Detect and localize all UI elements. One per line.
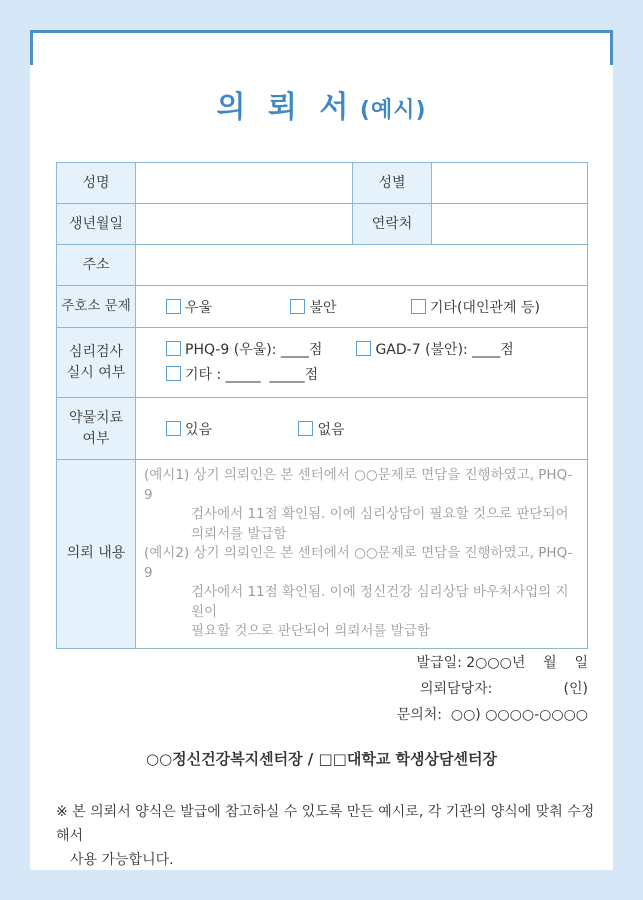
contact-label: 연락처 (353, 204, 432, 245)
test-option-phq9[interactable]: PHQ-9 (우울): ____점 (166, 338, 352, 363)
complaint-options (136, 286, 588, 328)
test-options (136, 328, 588, 398)
complaint-option-other[interactable]: 기타(대인관계 등) (411, 297, 540, 317)
birth-field[interactable] (136, 204, 353, 245)
birth-label: 생년월일 (57, 204, 136, 245)
signature-block (397, 650, 588, 728)
name-label: 성명 (57, 163, 136, 204)
checkbox-icon[interactable] (290, 299, 305, 314)
referral-manager: 의뢰담당자: (인) (420, 681, 588, 697)
address-field[interactable] (136, 245, 588, 286)
medication-label: 약물치료 여부 (57, 398, 136, 460)
contact-field[interactable] (432, 204, 588, 245)
checkbox-icon[interactable] (166, 421, 181, 436)
issue-date: 발급일: 2○○○년 월 일 (416, 655, 588, 671)
checkbox-icon[interactable] (166, 299, 181, 314)
name-field[interactable] (136, 163, 353, 204)
referral-content-label: 의뢰 내용 (57, 460, 136, 649)
checkbox-icon[interactable] (411, 299, 426, 314)
document-title (0, 82, 643, 126)
complaint-option-anxiety[interactable]: 불안 (290, 297, 406, 317)
page-top-bracket (30, 30, 613, 65)
referral-form-table (56, 162, 588, 649)
test-option-other[interactable]: 기타 : _____ _____점 (166, 363, 318, 388)
example-1: (예시1) 상기 의뢰인은 본 센터에서 ○○문제로 면담을 진행하였고, PHQ-9 검사에서 11점 확인됨. 이에 심리상담이 필요할 것으로 판단되어 의뢰서를 발급함 (144, 467, 573, 542)
gender-field[interactable] (432, 163, 588, 204)
address-label: 주소 (57, 245, 136, 286)
title-main: 의 뢰 서 (216, 90, 355, 125)
title-sub: (예시) (359, 98, 427, 123)
complaint-label: 주호소 문제 (57, 286, 136, 328)
gender-label: 성별 (353, 163, 432, 204)
complaint-option-depression[interactable]: 우울 (166, 297, 286, 317)
checkbox-icon[interactable] (298, 421, 313, 436)
checkbox-icon[interactable] (356, 341, 371, 356)
referral-content[interactable] (136, 460, 588, 649)
test-option-gad7[interactable]: GAD-7 (불안): ____점 (356, 338, 513, 363)
organization-signatory: ○○정신건강복지센터장 / □□대학교 학생상담센터장 (146, 750, 497, 768)
test-label: 심리검사 실시 여부 (57, 328, 136, 398)
medication-option-yes[interactable]: 있음 (166, 419, 294, 439)
footnote: ※ 본 의뢰서 양식은 발급에 참고하실 수 있도록 만든 예시로, 각 기관의 양식에 맞춰 수정해서 사용 가능합니다. (56, 804, 595, 868)
checkbox-icon[interactable] (166, 366, 181, 381)
example-2: (예시2) 상기 의뢰인은 본 센터에서 ○○문제로 면담을 진행하였고, PHQ-9 검사에서 11점 확인됨. 이에 정신건강 심리상담 바우처사업의 지원이 필요할 것으로 판단되어 의뢰서를 발급함 (144, 545, 573, 639)
medication-options (136, 398, 588, 460)
checkbox-icon[interactable] (166, 341, 181, 356)
inquiry-contact: 문의처: ○○) ○○○○-○○○○ (396, 707, 588, 723)
medication-option-no[interactable]: 없음 (298, 419, 344, 439)
